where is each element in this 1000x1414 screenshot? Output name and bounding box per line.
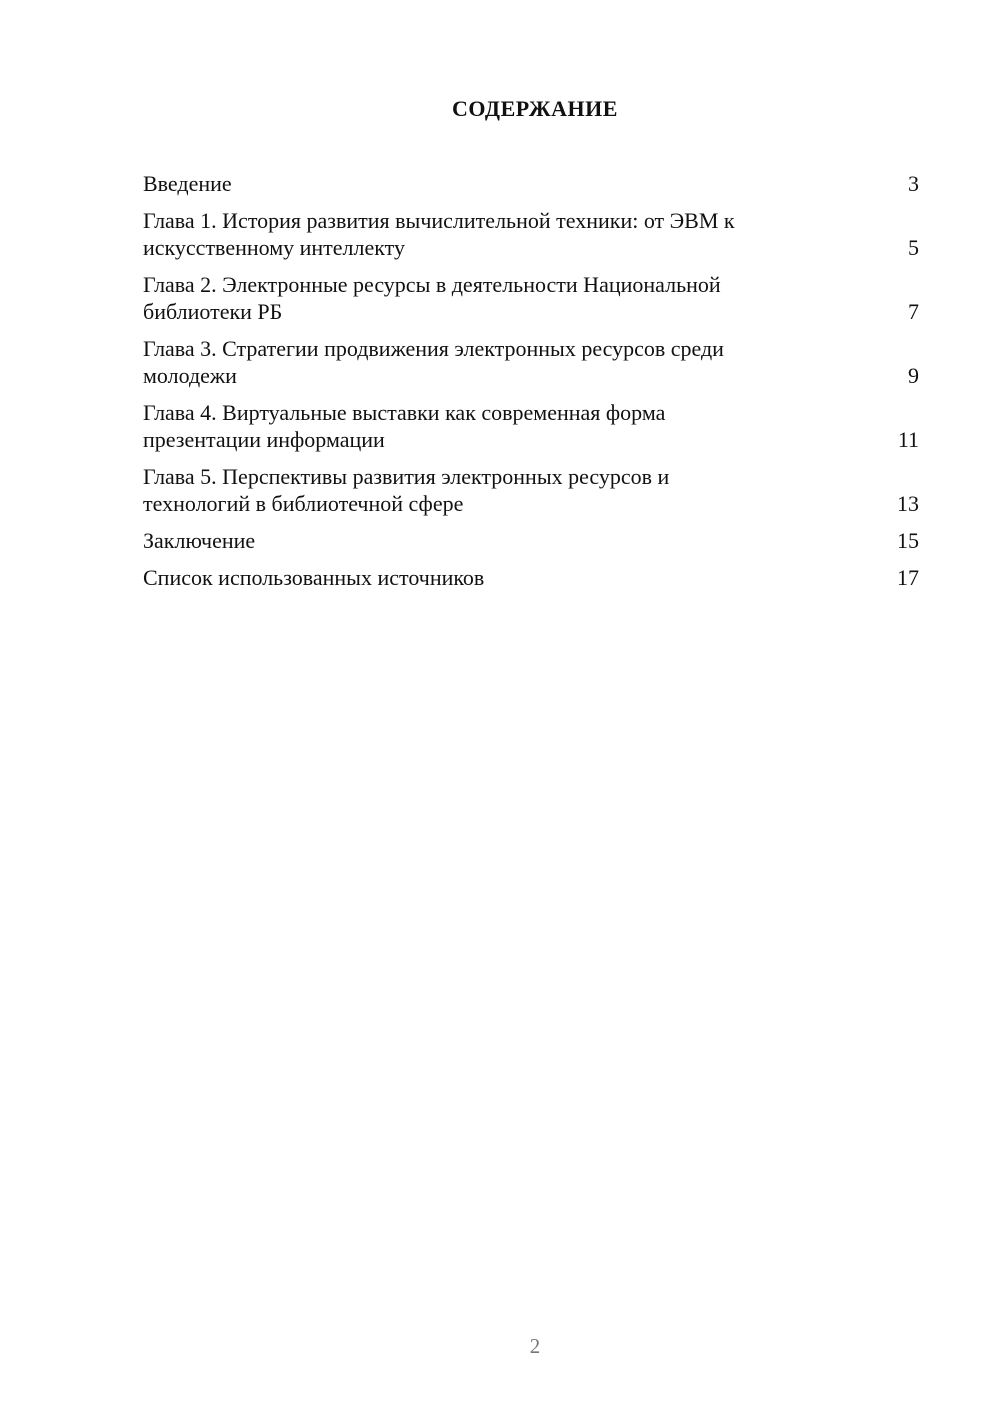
toc-entry-title-line: презентации информации [143,427,385,452]
toc-heading: СОДЕРЖАНИЕ [452,96,618,121]
toc-entry-chapter-1 [143,207,919,261]
page-number: 2 [529,1334,541,1358]
toc-entry-page-number: 7 [908,299,919,324]
toc-entry-title-line: Заключение [143,528,256,553]
toc-entry-title-line: искусственному интеллекту [143,235,406,260]
toc-entry-title-line: Глава 1. История развития вычислительной техники: от ЭВМ к [143,208,735,233]
toc-entry-title-line: Глава 3. Стратегии продвижения электронных ресурсов среди [143,336,724,361]
toc-entry-page-number: 9 [908,363,919,388]
toc-entry-page-number: 11 [897,427,919,452]
toc-entry-title-line: Введение [143,171,232,196]
toc-entry-page-number: 5 [908,235,919,260]
toc-entry-title-line: Глава 2. Электронные ресурсы в деятельности Национальной [143,272,721,297]
toc-entry-chapter-5 [143,463,919,517]
toc-entry-chapter-2 [143,271,919,325]
toc-entry-references [143,564,919,591]
toc-entry-title [143,207,735,261]
toc-entry-title [143,527,255,554]
toc-entry-title-line: молодежи [143,363,237,388]
toc-entry-page-number: 15 [897,528,919,553]
toc-entry-title-line: Глава 5. Перспективы развития электронных ресурсов и [143,464,670,489]
toc-entry-conclusion [143,527,919,554]
toc-entry-title [143,170,232,197]
toc-entry-title [143,463,669,517]
toc-entry-title-line: Глава 4. Виртуальные выставки как современная форма [143,400,666,425]
toc-entry-title-line: Список использованных источников [143,565,485,590]
toc-entry-chapter-3 [143,335,919,389]
toc-entry-page-number: 17 [897,565,919,590]
toc-entry-title [143,399,665,453]
toc-entry-title-line: библиотеки РБ [143,299,283,324]
table-of-contents [143,170,919,601]
toc-entry-title-line: технологий в библиотечной сфере [143,491,464,516]
toc-entry-introduction [143,170,919,197]
toc-entry-title [143,335,724,389]
toc-entry-page-number: 3 [908,171,919,196]
toc-entry-title [143,564,484,591]
toc-entry-page-number: 13 [897,491,919,516]
toc-entry-title [143,271,721,325]
toc-entry-chapter-4 [143,399,919,453]
